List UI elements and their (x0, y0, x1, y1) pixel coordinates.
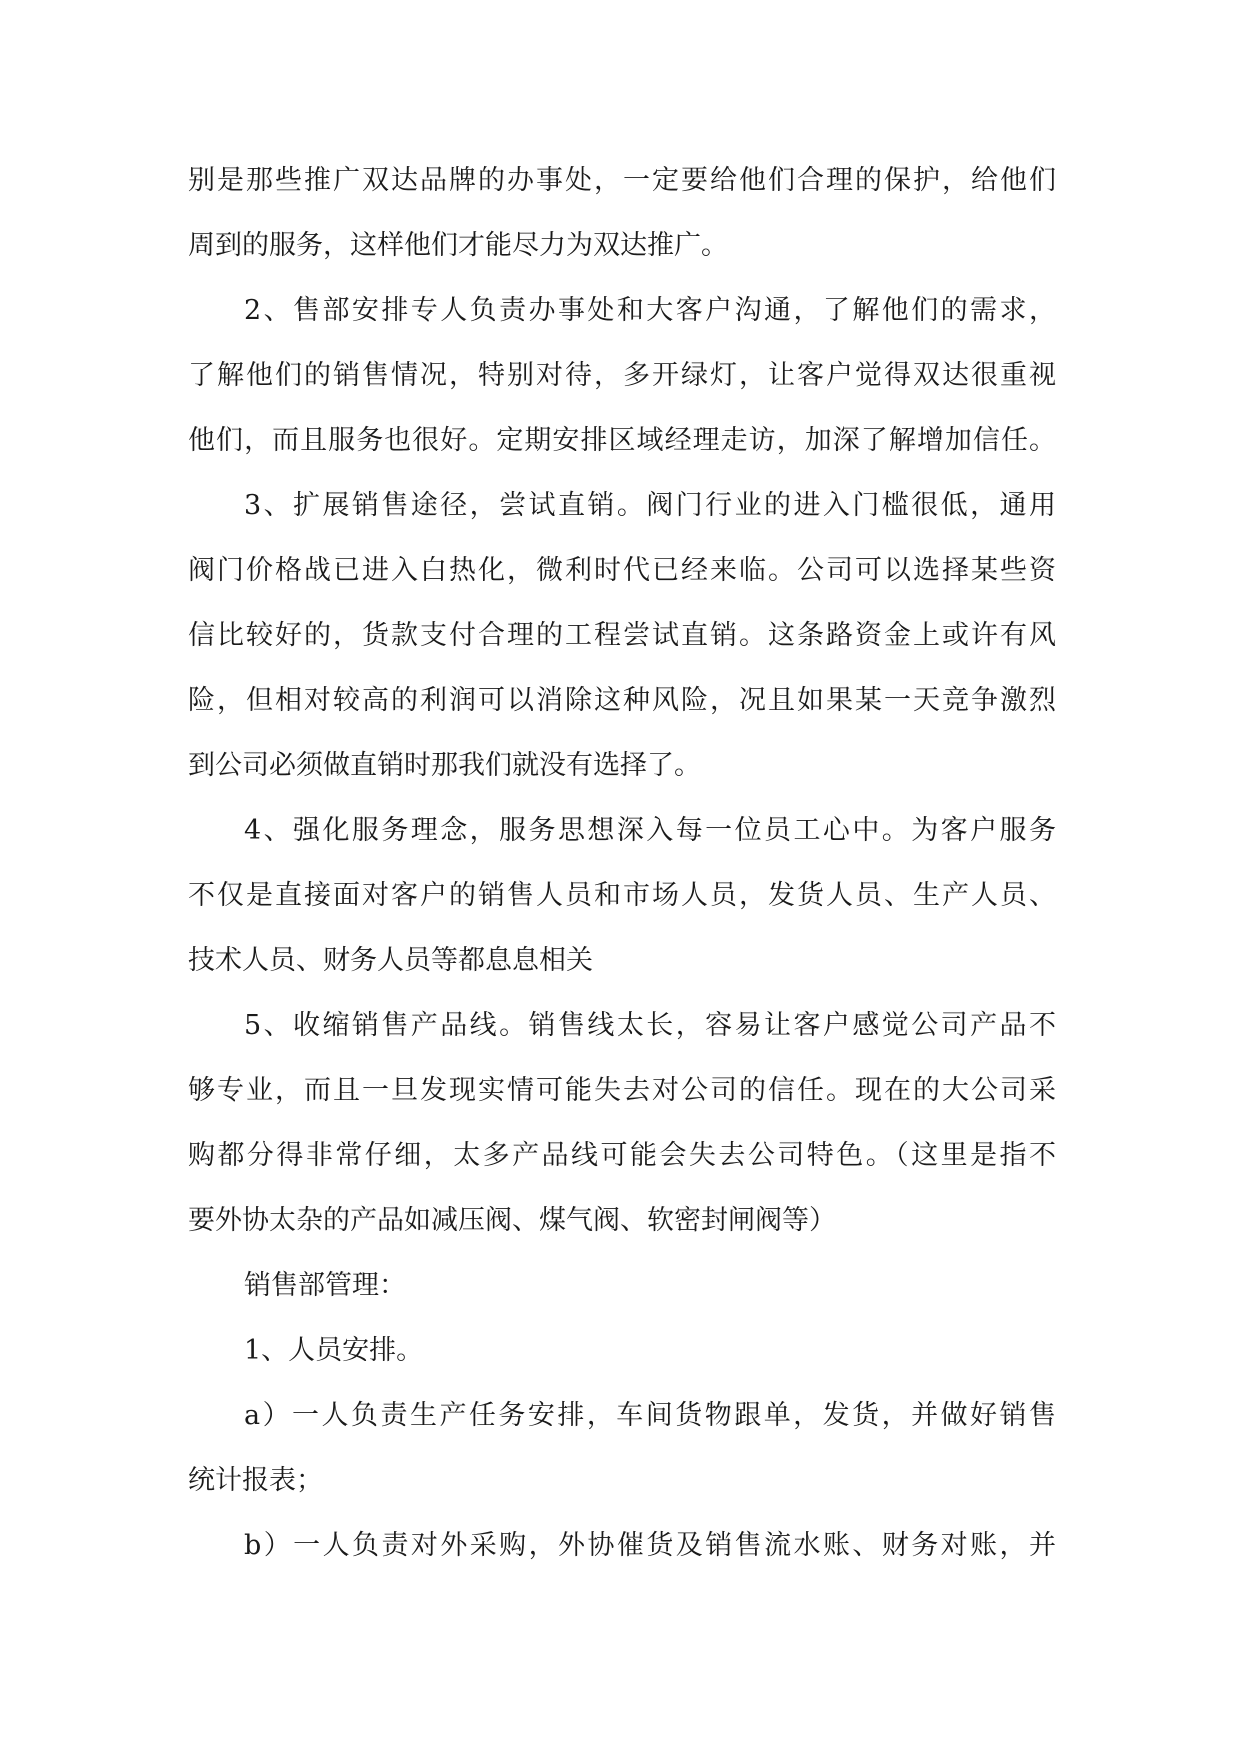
text-line: 别是那些推广双达品牌的办事处，一定要给他们合理的保护，给他们 (188, 165, 1056, 196)
text-line: 2、售部安排专人负责办事处和大客户沟通，了解他们的需求， (244, 295, 1056, 326)
text-line: 他们，而且服务也很好。定期安排区域经理走访，加深了解增加信任。 (188, 425, 1056, 456)
text-line: 到公司必须做直销时那我们就没有选择了。 (188, 750, 701, 781)
text-line: 够专业，而且一旦发现实情可能失去对公司的信任。现在的大公司采 (188, 1075, 1056, 1106)
text-line: 3、扩展销售途径，尝试直销。阀门行业的进入门槛很低，通用 (244, 490, 1056, 521)
text-line: 技术人员、财务人员等都息息相关 (188, 945, 593, 976)
text-line: 1、人员安排。 (244, 1335, 424, 1366)
text-line: b）一人负责对外采购，外协催货及销售流水账、财务对账，并 (244, 1530, 1056, 1561)
text-line: 统计报表； (188, 1465, 323, 1496)
text-line: 要外协太杂的产品如减压阀、煤气阀、软密封闸阀等） (188, 1205, 836, 1236)
text-line: 了解他们的销售情况，特别对待，多开绿灯，让客户觉得双达很重视 (188, 360, 1056, 391)
document-body (188, 148, 1056, 1578)
section-heading: 销售部管理： (244, 1270, 406, 1301)
text-line: 险，但相对较高的利润可以消除这种风险，况且如果某一天竞争激烈 (188, 685, 1056, 716)
text-line: 4、强化服务理念，服务思想深入每一位员工心中。为客户服务 (244, 815, 1056, 846)
text-line: 阀门价格战已进入白热化，微利时代已经来临。公司可以选择某些资 (188, 555, 1056, 586)
text-line: 周到的服务，这样他们才能尽力为双达推广。 (188, 230, 728, 261)
text-line: 信比较好的，货款支付合理的工程尝试直销。这条路资金上或许有风 (188, 620, 1056, 651)
text-line: 5、收缩销售产品线。销售线太长，容易让客户感觉公司产品不 (244, 1010, 1056, 1041)
text-line: 购都分得非常仔细，太多产品线可能会失去公司特色。（这里是指不 (188, 1140, 1056, 1171)
text-line: 不仅是直接面对客户的销售人员和市场人员，发货人员、生产人员、 (188, 880, 1056, 911)
text-line: a）一人负责生产任务安排，车间货物跟单，发货，并做好销售 (244, 1400, 1056, 1431)
